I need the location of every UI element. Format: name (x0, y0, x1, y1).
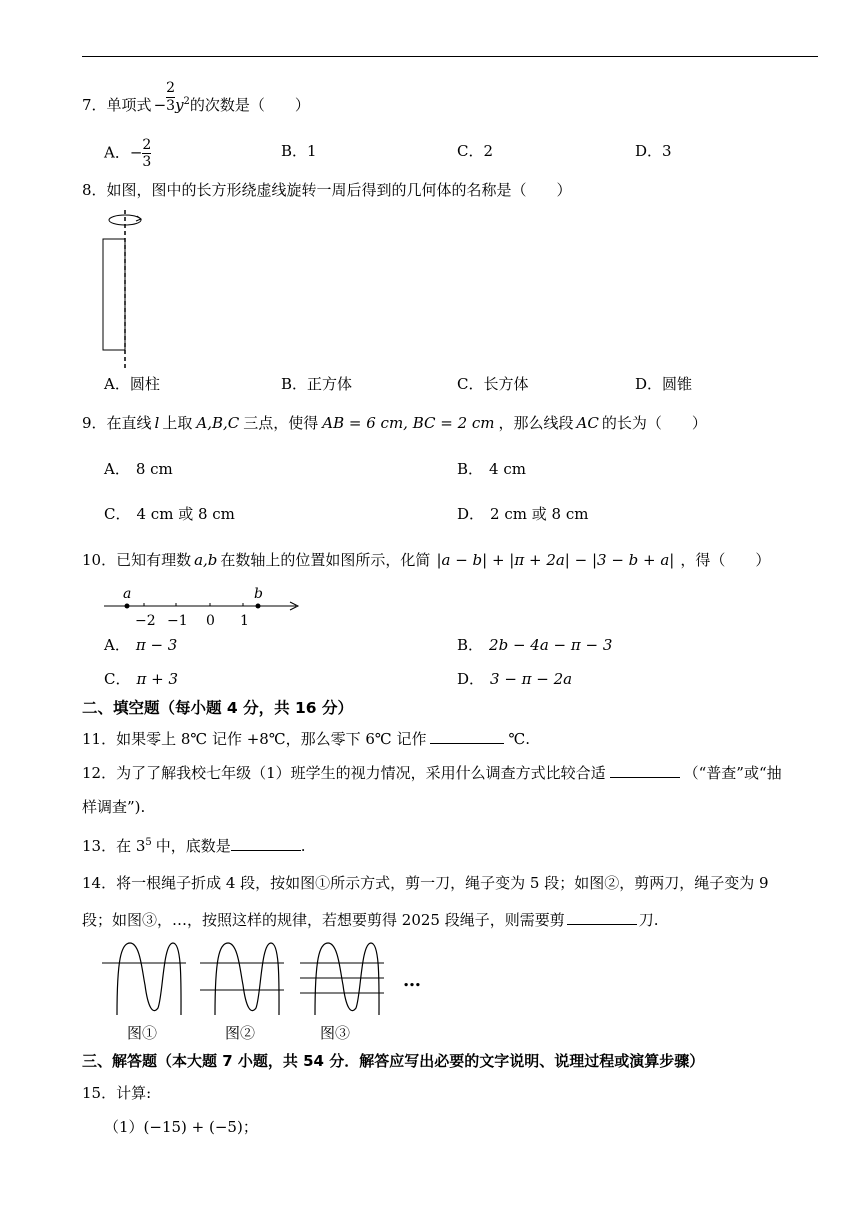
q8-option-b[interactable]: B．正方体 (281, 375, 353, 393)
question-13: 13．在 $3^5$ 中，底数是 . (82, 837, 306, 855)
tick-label: 0 (206, 613, 215, 629)
rope-figure-2 (198, 940, 288, 1020)
q9-option-d[interactable]: D． 2 cm 或 8 cm (457, 505, 589, 523)
question-12: 12．为了了解我校七年级（1）班学生的视力情况，采用什么调查方式比较合适 （“普查”或“抽 (82, 764, 782, 782)
q10-option-d[interactable]: D． 3 − π − 2a (457, 670, 573, 688)
q7-coefficient: $\frac{2}{3}$ (166, 80, 176, 114)
point-a (125, 604, 130, 609)
q9-option-a[interactable]: A． 8 cm (104, 460, 173, 478)
question-11: 11．如果零上 8℃ 记作 +8℃，那么零下 6℃ 记作 ℃. (82, 730, 531, 748)
label-b: b (254, 586, 263, 602)
rope-figure-3 (298, 940, 388, 1020)
q14-answer-blank[interactable] (567, 911, 637, 925)
rotation-figure (90, 206, 160, 376)
fig-2-caption: 图② (225, 1024, 256, 1042)
rope-figure-1 (100, 940, 190, 1020)
tick-label: 1 (240, 613, 249, 629)
tick-label: −1 (167, 613, 188, 629)
q7-exponent: 2 (183, 96, 190, 107)
fig-1-caption: 图① (127, 1024, 158, 1042)
q7-option-d[interactable]: D．3 (635, 142, 672, 160)
number-line (100, 585, 305, 630)
question-14-cont: 段；如图③，…，按照这样的规律，若想要剪得 2025 段绳子，则需要剪 刀. (82, 911, 659, 929)
q7-option-a[interactable]: A．− $\frac{2}{3}$ (104, 137, 152, 171)
tick-label: −2 (135, 613, 156, 629)
question-14: 14．将一根绳子折成 4 段，按如图①所示方式，剪一刀，绳子变为 5 段；如图②，剪两刀，绳子变为 9 (82, 874, 769, 892)
question-9: 9．在直线 l 上取 A,B,C 三点，使得 AB = 6 cm, BC = 2 cm ，那么线段 AC 的长为（ ） (82, 414, 707, 432)
q7-sign: − (153, 96, 167, 114)
rectangle-shape (103, 239, 125, 350)
q8-option-c[interactable]: C．长方体 (457, 375, 529, 393)
q7-option-b[interactable]: B．1 (281, 142, 317, 160)
q10-option-a[interactable]: A． π − 3 (104, 636, 178, 654)
header-rule (82, 56, 818, 57)
q7-variable: y (175, 96, 184, 114)
q7-stem-end: 的次数是（ ） (189, 96, 310, 114)
section-2-heading: 二、填空题（每小题 4 分，共 16 分） (82, 699, 353, 717)
q7-number: 7． (82, 96, 107, 114)
q7-option-c[interactable]: C．2 (457, 142, 494, 160)
q10-option-b[interactable]: B． 2b − 4a − π − 3 (457, 636, 613, 654)
question-7 (82, 80, 310, 114)
q7-stem: 单项式 (106, 96, 152, 114)
question-15: 15．计算: (82, 1084, 152, 1102)
fig-3-caption: 图③ (320, 1024, 351, 1042)
q12-answer-blank[interactable] (610, 764, 680, 778)
q11-answer-blank[interactable] (430, 730, 504, 744)
q13-answer-blank[interactable] (231, 837, 301, 851)
question-10: 10．已知有理数 a,b 在数轴上的位置如图所示，化简 |a − b| + |π + 2a| − |3 − b + a| ，得（ ） (82, 551, 771, 569)
label-a: a (123, 586, 132, 602)
question-8: 8．如图，图中的长方形绕虚线旋转一周后得到的几何体的名称是（ ） (82, 181, 572, 199)
q9-option-c[interactable]: C． 4 cm 或 8 cm (104, 505, 235, 523)
q9-option-b[interactable]: B． 4 cm (457, 460, 526, 478)
question-12-cont: 样调查”). (82, 798, 146, 816)
point-b (256, 604, 261, 609)
q10-option-c[interactable]: C． π + 3 (104, 670, 178, 688)
question-15-part-1: （1）(−15) + (−5)； (104, 1118, 258, 1136)
q8-option-d[interactable]: D．圆锥 (635, 375, 693, 393)
ellipsis: … (403, 970, 421, 991)
q8-option-a[interactable]: A．圆柱 (104, 375, 160, 393)
section-3-heading: 三、解答题（本大题 7 小题，共 54 分．解答应写出必要的文字说明、说理过程或演算步骤） (82, 1052, 705, 1070)
